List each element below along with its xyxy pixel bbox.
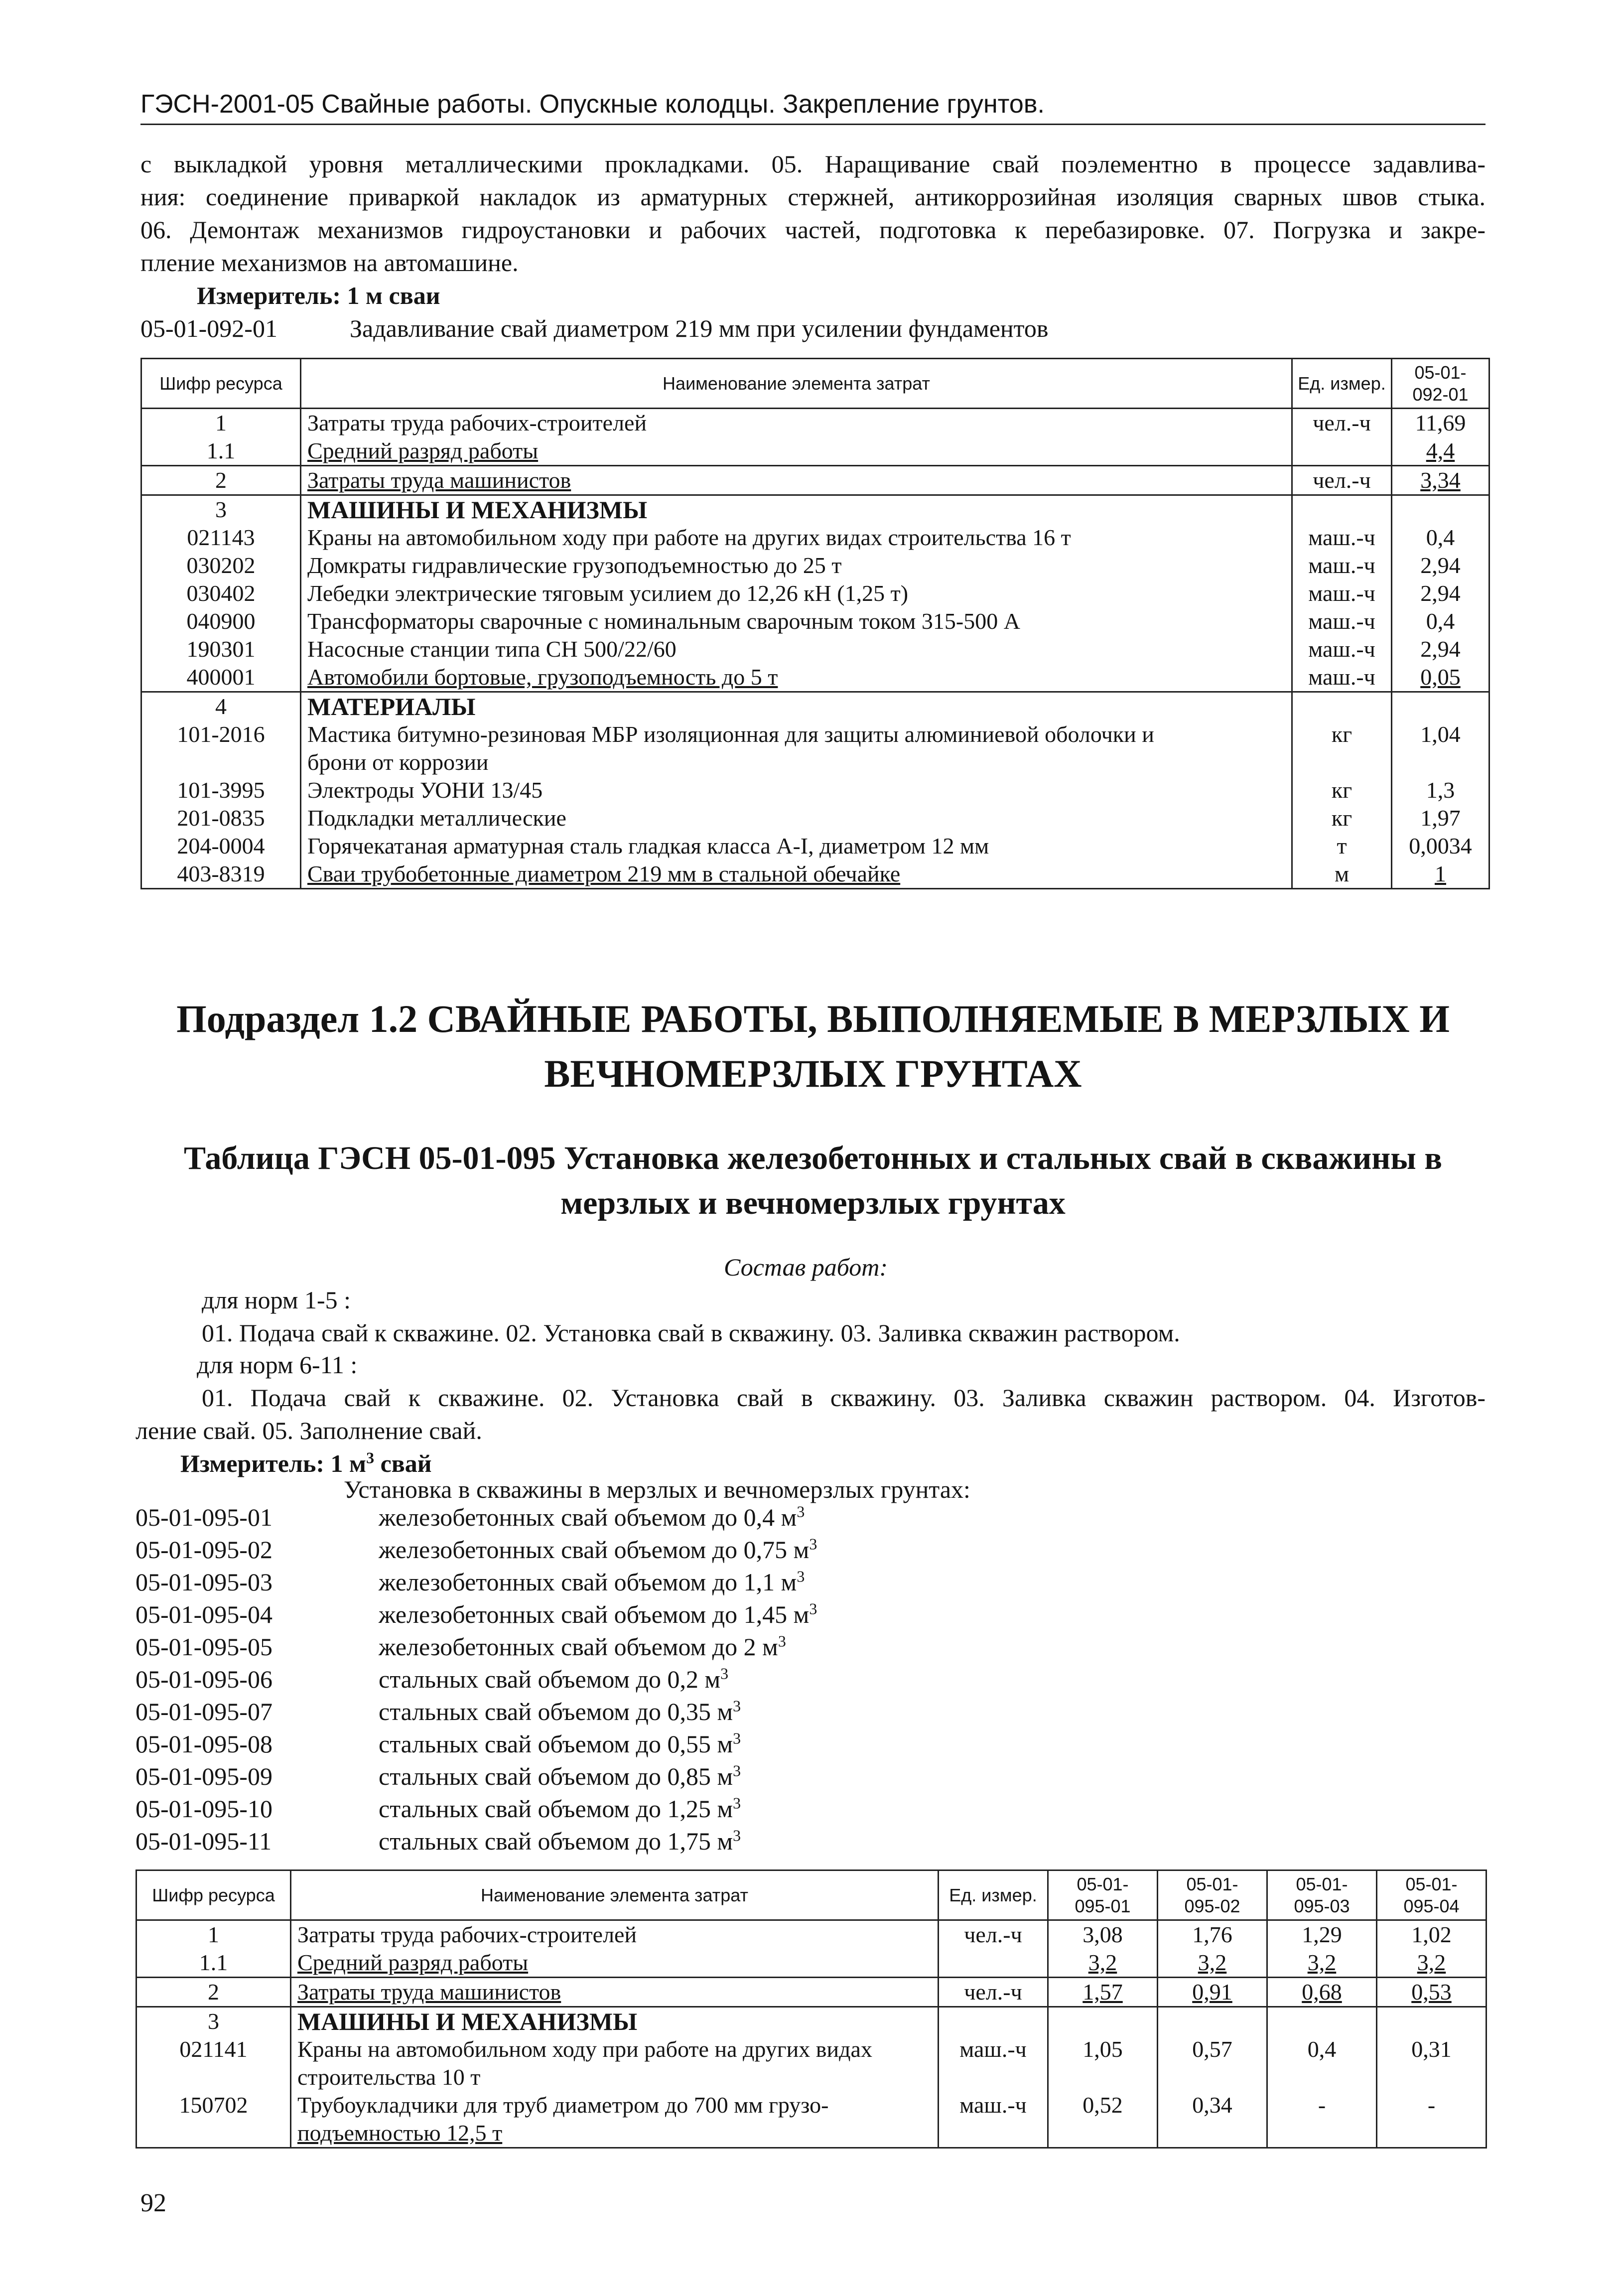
composition-text-b-1: 01. Подача свай к скважине. 02. Установка свай в скважину. 03. Заливка скважин раствором. 04. Изготов-	[202, 1384, 1486, 1412]
header-unit: Ед. измер.	[939, 1870, 1048, 1920]
composition-norms-a: для норм 1-5 :	[202, 1286, 351, 1314]
list-item: 05-01-095-01 железобетонных свай объемом до 0,4 $м^3$	[135, 1502, 805, 1531]
intro-line-1: с выкладкой уровня металлическими прокладками. 05. Наращивание свай поэлементно в процессе задавлива-	[140, 150, 1486, 178]
subsection-title-line-1: Подраздел 1.2 СВАЙНЫЕ РАБОТЫ, ВЫПОЛНЯЕМЫЕ В МЕРЗЛЫХ И	[176, 997, 1450, 1040]
table-row: 1 Затраты труда рабочих-строителей чел.-ч 3,08 1,76 1,29 1,02	[136, 1920, 1486, 1949]
table-row: 2 Затраты труда машинистов чел.-ч 1,57 0,91 0,68 0,53	[136, 1978, 1486, 2007]
table-row: 204-0004 Горячекатаная арматурная сталь гладкая класса А-I, диаметром 12 мм т 0,0034	[141, 832, 1489, 860]
measure-1-value: 1 м сваи	[347, 282, 440, 309]
table-row: 3 МАШИНЫ И МЕХАНИЗМЫ	[141, 495, 1489, 524]
table-row: 021141 Краны на автомобильном ходу при работе на других видах строительства 10 т маш.-ч 1,05 0,57 0,4 0,31	[136, 2035, 1486, 2091]
measure-2: Измеритель: 1 $м^3$ свай	[180, 1448, 432, 1477]
norm-1-title: Задавливание свай диаметром 219 мм при усилении фундаментов	[350, 314, 1049, 342]
intro-line-3: 06. Демонтаж механизмов гидроустановки и рабочих частей, подготовка к перебазировке. 07. Погрузка и закре-	[140, 216, 1486, 244]
table-row: 2 Затраты труда машинистов чел.-ч 3,34	[141, 466, 1489, 495]
cost-table-2	[135, 1869, 1487, 2149]
table-row: 1 Затраты труда рабочих-строителей чел.-ч 11,69	[141, 409, 1489, 437]
measure-2-value: 1 м	[330, 1449, 367, 1477]
table-row: 040900 Трансформаторы сварочные с номинальным сварочным током 315-500 А маш.-ч 0,4	[141, 607, 1489, 635]
list-item: 05-01-095-05 железобетонных свай объемом до 2 $м^3$	[135, 1632, 786, 1661]
header-code: Шифр ресурса	[136, 1870, 291, 1920]
header-col-1: 05-01- 092-01	[1392, 359, 1489, 409]
list-item: 05-01-095-06 стальных свай объемом до 0,2 $м^3$	[135, 1664, 729, 1693]
table-row: 030202 Домкраты гидравлические грузоподъемностью до 25 т маш.-ч 2,94	[141, 552, 1489, 579]
header-name: Наименование элемента затрат	[301, 359, 1292, 409]
list-item: 05-01-095-04 железобетонных свай объемом до 1,45 $м^3$	[135, 1599, 817, 1628]
table-row: 190301 Насосные станции типа СН 500/22/60 маш.-ч 2,94	[141, 635, 1489, 663]
intro-line-2: ния: соединение приваркой накладок из арматурных стержней, антикоррозийная изоляция сварных швов стыка.	[140, 183, 1486, 211]
header-code: Шифр ресурса	[141, 359, 301, 409]
list-item: 05-01-095-07 стальных свай объемом до 0,35 $м^3$	[135, 1697, 741, 1725]
table-row: 030402 Лебедки электрические тяговым усилием до 12,26 кН (1,25 т) маш.-ч 2,94	[141, 579, 1489, 607]
install-heading: Установка в скважины в мерзлых и вечномерзлых грунтах:	[344, 1475, 970, 1503]
header-name: Наименование элемента затрат	[291, 1870, 939, 1920]
table-row: 101-3995 Электроды УОНИ 13/45 кг 1,3	[141, 776, 1489, 804]
table-row: 4 МАТЕРИАЛЫ	[141, 692, 1489, 721]
table-row: 150702 Трубоукладчики для труб диаметром до 700 мм грузо- подъемностью 12,5 т маш.-ч 0,52 0,34 - -	[136, 2091, 1486, 2148]
header-col-4: 05-01- 095-04	[1377, 1870, 1486, 1920]
intro-line-4: пление механизмов на автомашине.	[140, 249, 519, 277]
cost-table-1	[140, 358, 1490, 889]
composition-title: Состав работ:	[724, 1253, 888, 1281]
composition-norms-b: для норм 6-11 :	[197, 1351, 358, 1379]
page-number: 92	[140, 2189, 166, 2217]
composition-text-b-2: ление свай. 05. Заполнение свай.	[135, 1417, 482, 1444]
norm-1-code: 05-01-092-01	[140, 314, 277, 342]
table-title-line-2: мерзлых и вечномерзлых грунтах	[560, 1185, 1066, 1221]
measure-1	[197, 279, 440, 312]
list-item: 05-01-095-11 стальных свай объемом до 1,75 $м^3$	[135, 1826, 741, 1855]
table-row: 1.1 Средний разряд работы 4,4	[141, 437, 1489, 466]
list-item: 05-01-095-03 железобетонных свай объемом до 1,1 $м^3$	[135, 1567, 805, 1596]
table-title-line-1: Таблица ГЭСН 05-01-095 Установка железобетонных и стальных свай в скважины в	[184, 1140, 1442, 1176]
table-row: 101-2016 Мастика битумно-резиновая МБР изоляционная для защиты алюминиевой оболочки и брони от коррозии кг 1,04	[141, 720, 1489, 776]
table-row: 021143 Краны на автомобильном ходу при работе на других видах строительства 16 т маш.-ч 0,4	[141, 524, 1489, 552]
list-item: 05-01-095-09 стальных свай объемом до 0,85 $м^3$	[135, 1761, 741, 1790]
table-1-header-row	[141, 359, 1489, 409]
norm-codes-list	[135, 1501, 817, 1858]
table-row: 403-8319 Сваи трубобетонные диаметром 219 мм в стальной обечайке м 1	[141, 860, 1489, 889]
list-item: 05-01-095-02 железобетонных свай объемом до 0,75 $м^3$	[135, 1535, 817, 1564]
header-col-1: 05-01- 095-01	[1048, 1870, 1158, 1920]
list-item: 05-01-095-08 стальных свай объемом до 0,55 $м^3$	[135, 1729, 741, 1758]
table-row: 3 МАШИНЫ И МЕХАНИЗМЫ	[136, 2007, 1486, 2036]
table-row: 1.1 Средний разряд работы 3,2 3,2 3,2 3,2	[136, 1949, 1486, 1978]
header-col-2: 05-01- 095-02	[1158, 1870, 1267, 1920]
measure-2-label: Измеритель:	[180, 1449, 325, 1477]
table-row: 400001 Автомобили бортовые, грузоподъемность до 5 т маш.-ч 0,05	[141, 663, 1489, 692]
running-header: ГЭСН-2001-05 Свайные работы. Опускные колодцы. Закрепление грунтов.	[140, 88, 1486, 125]
measure-1-label: Измеритель:	[197, 282, 341, 309]
table-2-header-row	[136, 1870, 1486, 1920]
composition-text-a: 01. Подача свай к скважине. 02. Установка свай в скважину. 03. Заливка скважин раствором.	[202, 1319, 1180, 1347]
table-row: 201-0835 Подкладки металлические кг 1,97	[141, 804, 1489, 832]
header-col-3: 05-01- 095-03	[1267, 1870, 1377, 1920]
list-item: 05-01-095-10 стальных свай объемом до 1,25 $м^3$	[135, 1794, 741, 1823]
subsection-title-line-2: ВЕЧНОМЕРЗЛЫХ ГРУНТАХ	[544, 1052, 1082, 1095]
header-unit: Ед. измер.	[1292, 359, 1392, 409]
